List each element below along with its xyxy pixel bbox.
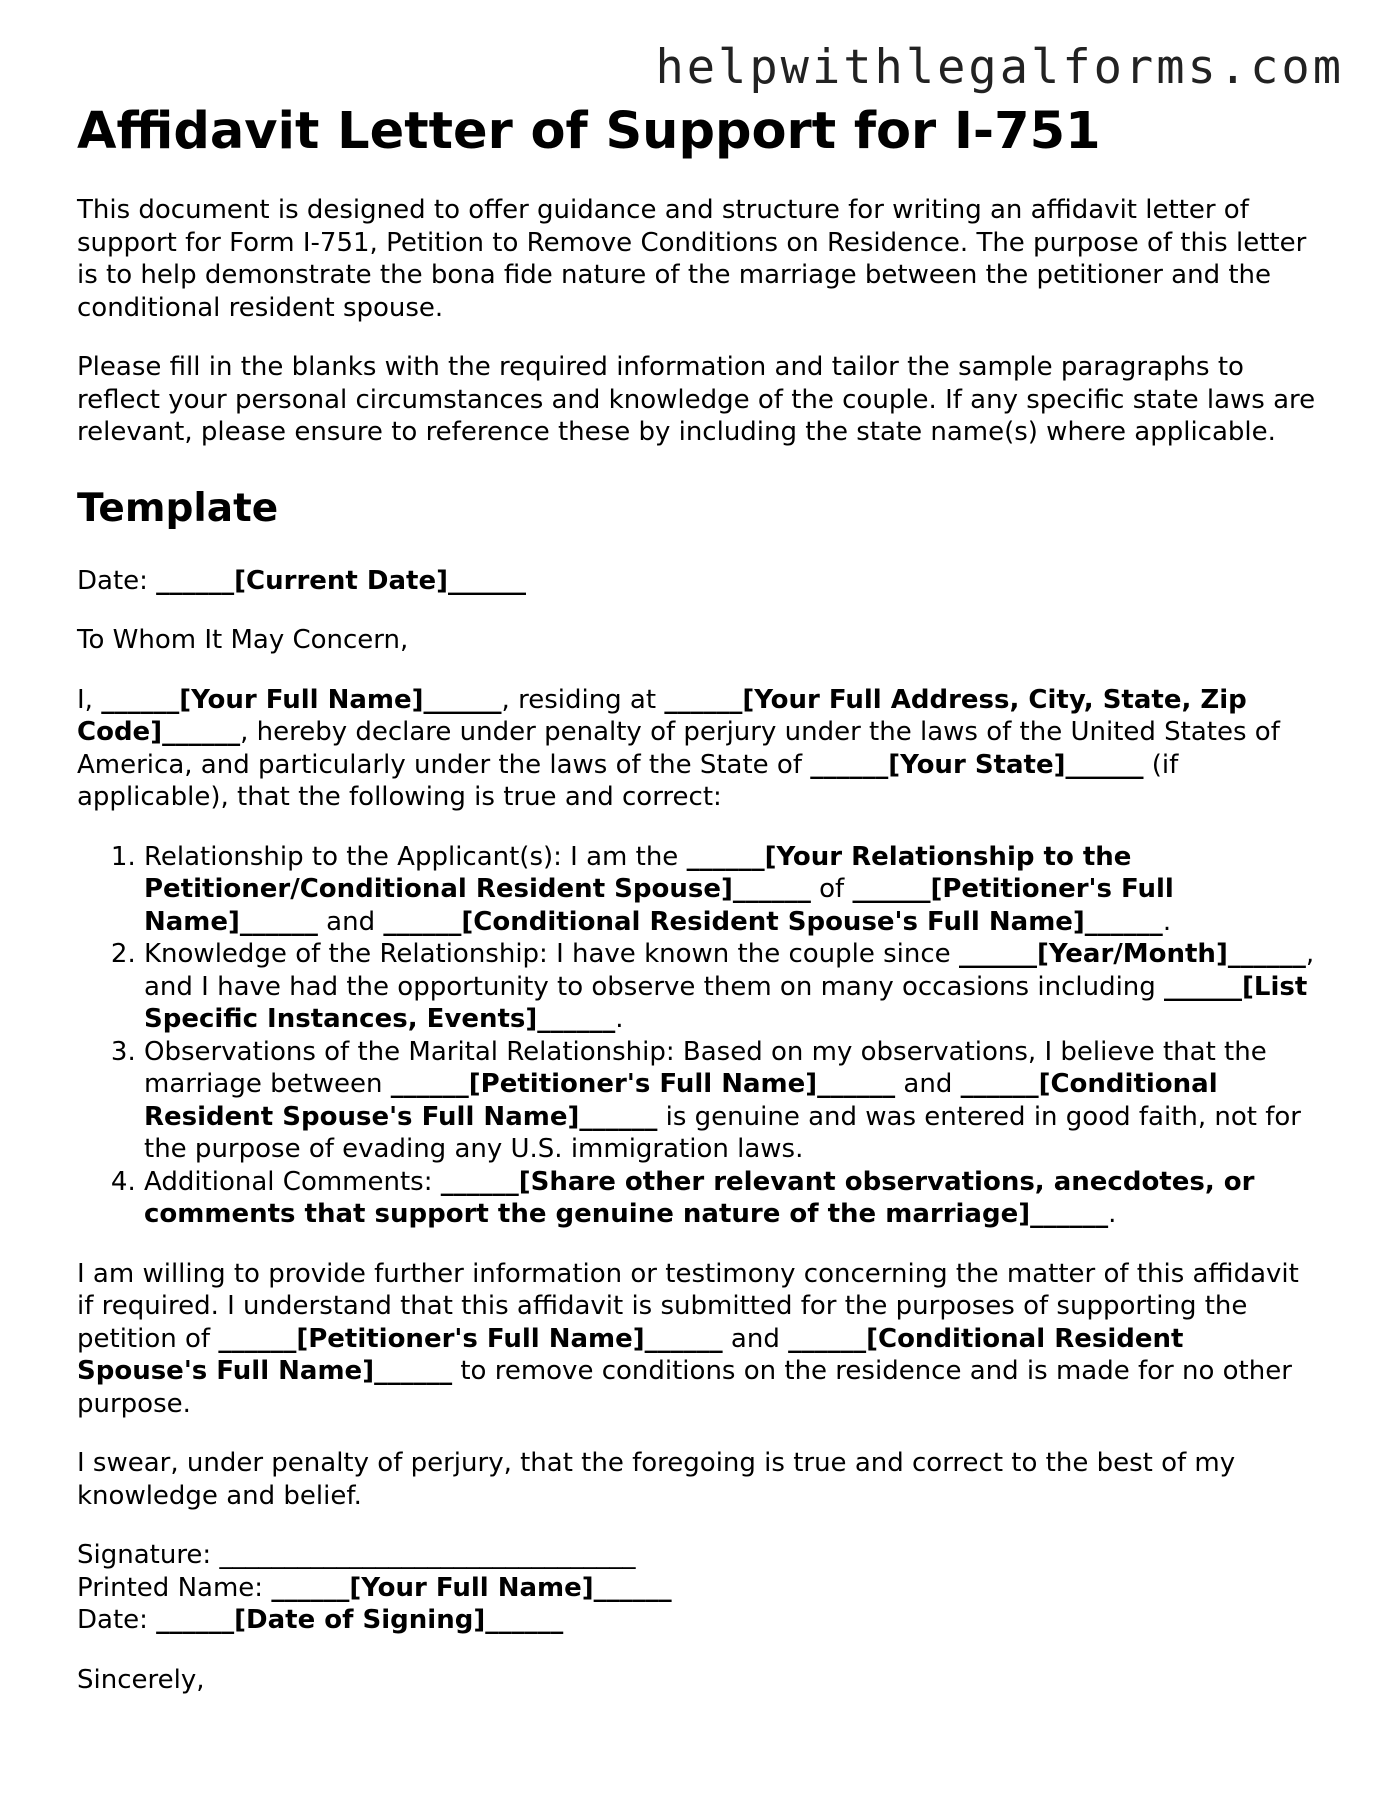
list-item-knowledge — [144, 938, 1322, 1036]
relationship-field: ______[Your Relationship to the Petitioner/Conditional Resident Spouse]______ — [144, 841, 1132, 904]
printed-name-field: ______[Your Full Name]______ — [271, 1572, 672, 1603]
your-full-name-field: ______[Your Full Name]______ — [101, 684, 502, 715]
spouse-name-field: ______[Conditional Resident Spouse's Full Name]______ — [383, 906, 1163, 937]
list-item-text: is genuine and was entered in good faith, not for the purpose of evading any U.S. immigration laws. — [144, 1101, 1301, 1164]
closing-text: and — [722, 1323, 789, 1354]
intro-paragraph-2: Please fill in the blanks with the required information and tailor the sample paragraphs to reflect your personal circumstances and knowledge of the couple. If any specific state laws are relevant, please ensure to reference these by including the state name(s) where applicable. — [77, 352, 1316, 447]
list-item-text: Knowledge of the Relationship: I have known the couple since — [144, 939, 959, 969]
current-date-field: ______[Current Date]______ — [156, 565, 526, 596]
signature-label: Signature: — [77, 1540, 220, 1570]
salutation: To Whom It May Concern, — [77, 625, 409, 655]
signing-date-label: Date: — [77, 1605, 157, 1635]
signoff: Sincerely, — [77, 1664, 205, 1695]
list-item-observations — [144, 1036, 1322, 1166]
template-heading: Template — [77, 485, 279, 531]
petitioner-name-field: ______[Petitioner's Full Name]______ — [218, 1323, 723, 1354]
your-full-address-field: ______[Your Full Address, City, State, Zip Code]______ — [77, 684, 1247, 747]
printed-name-label: Printed Name: — [77, 1572, 272, 1603]
printed-name-line — [77, 1572, 1322, 1605]
closing-text: to remove conditions on the residence and is made for no other purpose. — [77, 1356, 1292, 1419]
signing-date-field: ______[Date of Signing]______ — [156, 1605, 564, 1635]
declaration-text: , hereby declare under penalty of perjury under the laws of the United States of America, and particularly under the laws of the State of — [77, 717, 1280, 780]
list-item-text: Observations of the Marital Relationship: Based on my observations, I believe that the marriage between — [144, 1036, 1267, 1099]
closing-text: I am willing to provide further information or testimony concerning the matter of this affidavit if required. I understand that this affidavit is submitted for the purposes of supporting the petition of — [77, 1258, 1299, 1354]
signing-date-line — [77, 1604, 1322, 1637]
list-item-text: Additional Comments: — [144, 1166, 441, 1197]
declaration-text: , residing at — [501, 684, 665, 715]
declaration-paragraph — [77, 684, 1322, 814]
document-body — [77, 102, 1322, 1696]
declaration-text: I, — [77, 684, 102, 715]
date-line — [77, 565, 1322, 598]
watermark: helpwithlegalforms.com — [655, 40, 1344, 95]
spouse-name-field: ______[Conditional Resident Spouse's Full Name]______ — [77, 1323, 1184, 1386]
list-item-text: . — [615, 1004, 624, 1034]
list-item-text: of — [810, 874, 853, 904]
signature-line — [77, 1539, 1322, 1572]
comments-field: ______[Share other relevant observations, anecdotes, or comments that support the genuine nature of the marriage]______ — [144, 1166, 1255, 1229]
closing-paragraph — [77, 1258, 1322, 1421]
statement-list — [77, 841, 1322, 1231]
petitioner-name-field: ______[Petitioner's Full Name]______ — [390, 1069, 896, 1099]
year-month-field: ______[Year/Month]______ — [958, 939, 1306, 969]
intro-paragraph-1: This document is designed to offer guidance and structure for writing an affidavit letter of support for Form I-751, Petition to Remove Conditions on Residence. The purpose of this letter is to help demonstrate the bona fide nature of the marriage between the petitioner and the conditional resident spouse. — [77, 195, 1307, 323]
petitioner-name-field: ______[Petitioner's Full Name]______ — [144, 874, 1174, 937]
oath-paragraph: I swear, under penalty of perjury, that the foregoing is true and correct to the best of my knowledge and belief. — [77, 1448, 1236, 1511]
list-item-relationship — [144, 841, 1322, 939]
date-label: Date: — [77, 565, 157, 596]
list-item-text: . — [1162, 906, 1172, 937]
spouse-name-field: ______[Conditional Resident Spouse's Full Name]______ — [144, 1069, 1218, 1132]
list-item-text: , and I have had the opportunity to observe them on many occasions including — [144, 939, 1315, 1002]
page-title: Affidavit Letter of Support for I-751 — [77, 102, 1101, 161]
signature-blank: ________________________________ — [219, 1540, 636, 1570]
list-item-text: Relationship to the Applicant(s): I am the — [144, 841, 687, 872]
your-state-field: ______[Your State]______ — [810, 749, 1144, 780]
signature-block — [77, 1539, 1322, 1637]
list-item-text: and — [895, 1069, 961, 1099]
list-item-text: and — [317, 906, 384, 937]
instances-field: ______[List Specific Instances, Events]______ — [144, 971, 1308, 1034]
list-item-comments — [144, 1166, 1322, 1231]
declaration-text: (if applicable), that the following is true and correct: — [77, 749, 1179, 812]
list-item-text: . — [1108, 1199, 1117, 1229]
